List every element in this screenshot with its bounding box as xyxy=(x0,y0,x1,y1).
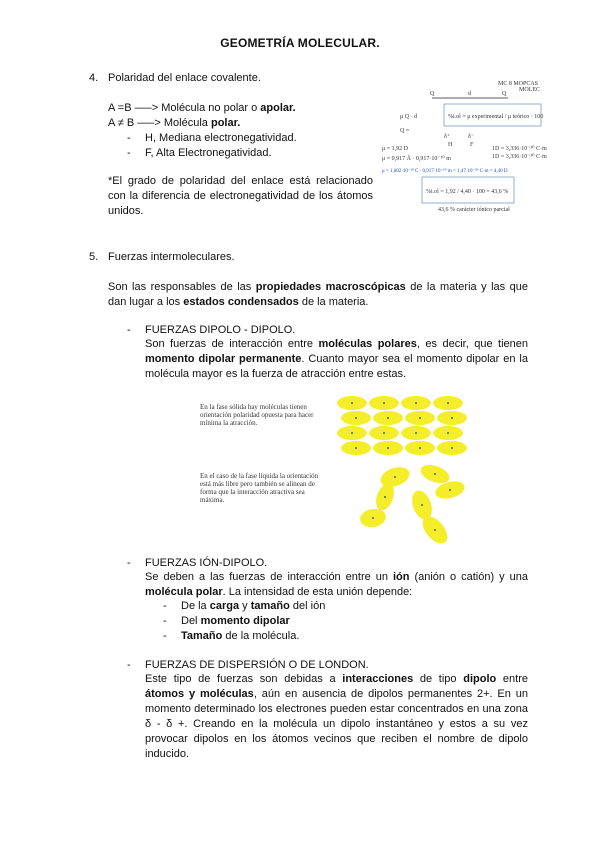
nonpolar-line: A =B —–> Molécula no polar o apolar. xyxy=(108,102,296,114)
ion-factor-charge: De la carga y tamaño del ión xyxy=(181,600,326,612)
fig1-q-label: Q = xyxy=(400,128,410,134)
fig1-q-left: Q xyxy=(430,91,435,97)
fig1-mu-formula: μ Q · d xyxy=(400,114,418,120)
ion-heading: FUERZAS IÓN-DIPOLO. xyxy=(145,557,268,569)
bullet-dash: - xyxy=(127,132,131,144)
section-5-intro: Son las responsables de las propiedades macroscópicas de la materia y las que dan lugar a los estados condensados de la materia. xyxy=(108,281,528,308)
page-title: GEOMETRÍA MOLECULAR. xyxy=(220,36,380,50)
fig1-delta-plus: δ⁺ xyxy=(444,134,450,140)
fig1-top-right-1: MC 8 MOPCAS xyxy=(497,81,538,87)
liquid-dipoles xyxy=(350,460,475,550)
bullet-dash: - xyxy=(163,600,167,612)
bullet-dash: - xyxy=(127,557,131,569)
dipolo-heading: FUERZAS DIPOLO - DIPOLO. xyxy=(145,324,296,336)
bullet-dash: - xyxy=(163,630,167,642)
fig1-calc-1: μ = 0,917 Å · 0,917·10⁻¹⁰ m xyxy=(382,156,451,162)
bullet-dash: - xyxy=(163,615,167,627)
bullet-dash: - xyxy=(127,659,131,671)
solid-phase-caption: En la fase sólida hay moléculas tienen orientación polaridad opuesta para hacer mínima la atracción. xyxy=(200,403,314,427)
london-paragraph: Este tipo de fuerzas son debidas a interacciones de tipo dipolo entre átomos y moléculas, aún en ausencia de dipolos permanentes 2+. En un momento determinado los electrones pueden estar concentrados en una zona δ - δ +. Creando en la molécula un dipolo instantáneo y estos a su vez provocar dipolos en los átomos vecinos que reciben el nombre de dipolo inducido. xyxy=(145,673,528,760)
ion-factor-dipole: Del momento dipolar xyxy=(181,615,290,627)
ion-paragraph: Se deben a las fuerzas de interacción entre un ión (anión o catión) y una molécula polar. La intensidad de esta unión depende: xyxy=(145,571,528,598)
fig1-q-right: Q xyxy=(502,91,507,97)
fig1-atom-f: F xyxy=(470,142,474,148)
fig1-d-value: 1D = 3,336·10⁻³⁰ C·m xyxy=(492,146,547,152)
fig1-formula: %i.ol = μ experimental / μ teórico · 100 xyxy=(448,114,544,120)
dipolo-paragraph: Son fuerzas de interacción entre moléculas polares, es decir, que tienen momento dipolar permanente. Cuanto mayor sea el momento dipolar en la molécula mayor es la fuerza de atracción entre estas. xyxy=(145,338,528,380)
hf-dipole-figure xyxy=(380,80,555,215)
fig1-result-caption: 43,6 % carácter iónico parcial xyxy=(438,207,510,213)
fig1-calc-2: μ = 1,602·10⁻¹⁹ C · 0,917·10⁻¹⁰ m = 1,47·10⁻²⁹ C·m = 4,40 D xyxy=(382,169,508,174)
bullet-dash: - xyxy=(127,147,131,159)
polar-line: A ≠ B —–> Molécula polar. xyxy=(108,117,241,129)
bullet-f: F, Alta Electronegatividad. xyxy=(145,147,272,159)
fig1-top-right-2: MOLEC xyxy=(519,87,540,93)
liquid-phase-caption: En el caso de la fase líquida la orientación está más libre pero también se alinean de forma que la interacción atractiva sea máxima. xyxy=(200,472,319,504)
fig1-atom-h: H xyxy=(448,142,453,148)
section-4-number: 4. xyxy=(89,72,99,84)
fig1-d: d xyxy=(468,91,471,97)
solid-dipoles-grid xyxy=(335,395,475,460)
london-heading: FUERZAS DE DISPERSIÓN O DE LONDON. xyxy=(145,659,369,671)
fig1-delta-minus: δ⁻ xyxy=(468,134,474,140)
ion-factor-size: Tamaño de la molécula. xyxy=(181,630,300,642)
bullet-h: H, Mediana electronegatividad. xyxy=(145,132,297,144)
section-5-heading: Fuerzas intermoleculares. xyxy=(108,251,235,263)
section-4-heading: Polaridad del enlace covalente. xyxy=(108,72,261,84)
fig1-mu-value: μ = 1,92 D xyxy=(382,146,408,152)
section-5-number: 5. xyxy=(89,251,99,263)
fig1-d2-value: 1D = 3,336·10⁻³⁰ C·m xyxy=(492,154,547,160)
bullet-dash: - xyxy=(127,324,131,336)
fig1-result: %i.ol = 1,92 / 4,40 · 100 = 43,6 % xyxy=(426,189,509,195)
polarity-note: *El grado de polaridad del enlace está relacionado con la diferencia de electronegatividad de los átomos unidos. xyxy=(108,175,373,217)
